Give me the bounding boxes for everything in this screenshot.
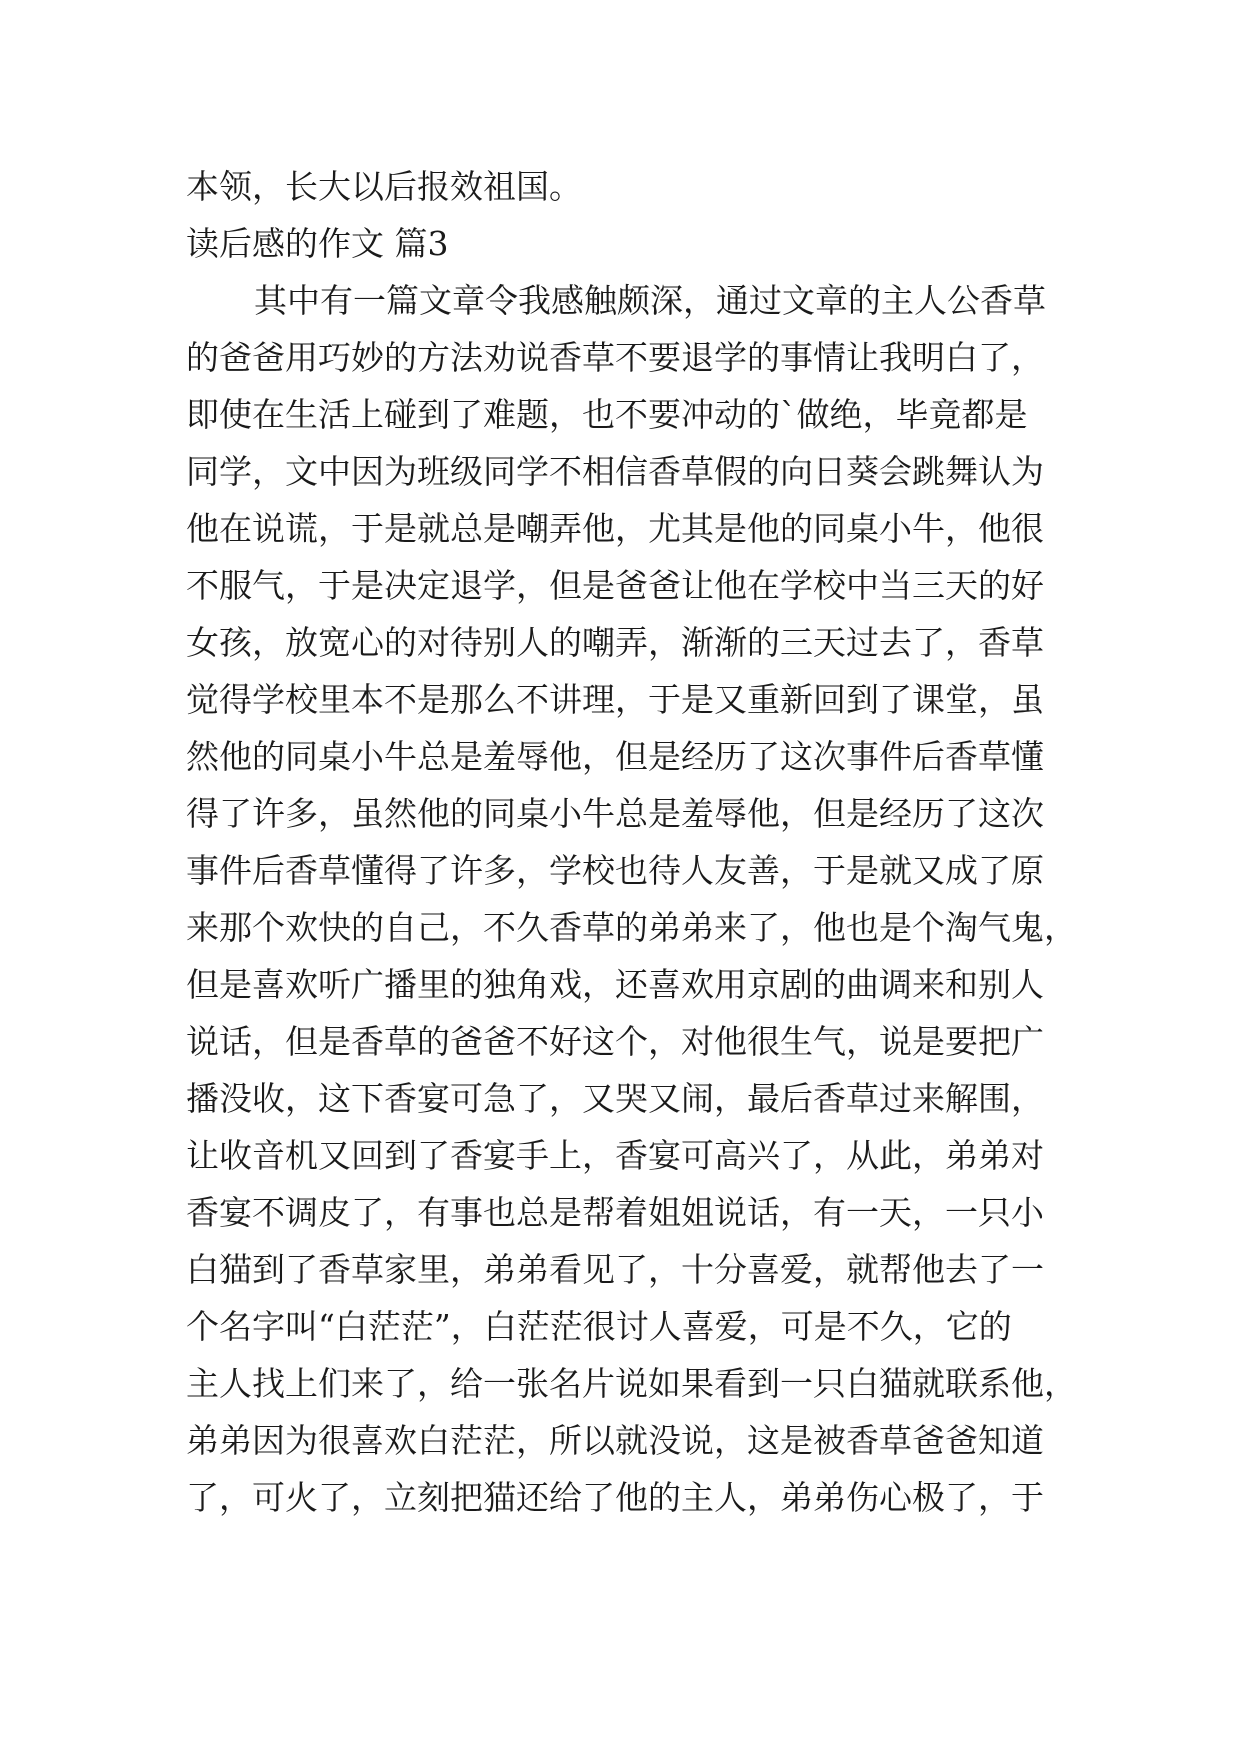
paragraph-line: 播没收，这下香宴可急了，又哭又闹，最后香草过来解围，	[186, 1079, 1044, 1118]
paragraph-line: 弟弟因为很喜欢白茫茫，所以就没说，这是被香草爸爸知道	[186, 1421, 1044, 1460]
paragraph-line: 来那个欢快的自己，不久香草的弟弟来了，他也是个淘气鬼，	[186, 908, 1077, 947]
text-line-continuation: 本领，长大以后报效祖国。	[186, 167, 582, 206]
paragraph-line: 的爸爸用巧妙的方法劝说香草不要退学的事情让我明白了，	[186, 338, 1044, 377]
paragraph-line: 但是喜欢听广播里的独角戏，还喜欢用京剧的曲调来和别人	[186, 965, 1044, 1004]
paragraph-line: 事件后香草懂得了许多，学校也待人友善，于是就又成了原	[186, 851, 1044, 890]
section-heading: 读后感的作文 篇3	[186, 224, 449, 263]
paragraph-line: 觉得学校里本不是那么不讲理，于是又重新回到了课堂，虽	[186, 680, 1044, 719]
paragraph-line: 白猫到了香草家里，弟弟看见了，十分喜爱，就帮他去了一	[186, 1250, 1044, 1289]
paragraph-first-line: 其中有一篇文章令我感触颇深，通过文章的主人公香草	[254, 281, 1046, 320]
paragraph-line: 他在说谎，于是就总是嘲弄他，尤其是他的同桌小牛，他很	[186, 509, 1044, 548]
paragraph-line: 香宴不调皮了，有事也总是帮着姐姐说话，有一天，一只小	[186, 1193, 1044, 1232]
paragraph-line: 个名字叫“白茫茫”，白茫茫很讨人喜爱，可是不久，它的	[186, 1307, 1012, 1346]
paragraph-line: 说话，但是香草的爸爸不好这个，对他很生气，说是要把广	[186, 1022, 1044, 1061]
paragraph-line: 即使在生活上碰到了难题，也不要冲动的`做绝，毕竟都是	[186, 395, 1028, 434]
paragraph-line: 不服气，于是决定退学，但是爸爸让他在学校中当三天的好	[186, 566, 1044, 605]
paragraph-line: 女孩，放宽心的对待别人的嘲弄，渐渐的三天过去了，香草	[186, 623, 1044, 662]
paragraph-line: 让收音机又回到了香宴手上，香宴可高兴了，从此，弟弟对	[186, 1136, 1044, 1175]
paragraph-line: 了，可火了，立刻把猫还给了他的主人，弟弟伤心极了，于	[186, 1478, 1044, 1517]
paragraph-line: 主人找上们来了，给一张名片说如果看到一只白猫就联系他，	[186, 1364, 1077, 1403]
paragraph-line: 同学，文中因为班级同学不相信香草假的向日葵会跳舞认为	[186, 452, 1044, 491]
paragraph-line: 得了许多，虽然他的同桌小牛总是羞辱他，但是经历了这次	[186, 794, 1044, 833]
document-text	[186, 158, 1086, 1526]
paragraph-line: 然他的同桌小牛总是羞辱他，但是经历了这次事件后香草懂	[186, 737, 1044, 776]
